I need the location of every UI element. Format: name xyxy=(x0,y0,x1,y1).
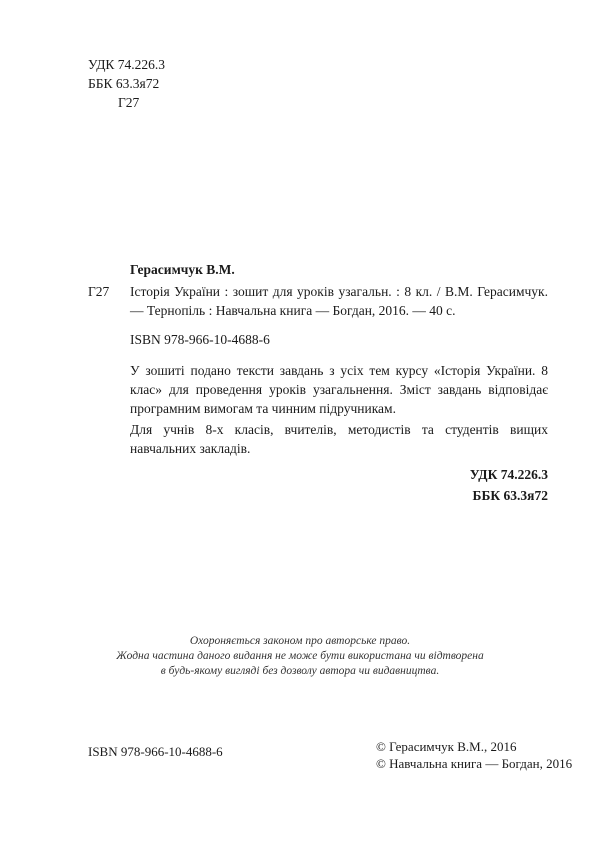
notice-line-2: Жодна частина даного видання не може бути використана чи відтворена xyxy=(116,650,484,662)
entry-author-mark: Г27 xyxy=(88,284,110,299)
description-text: Історія України : зошит для уроків узагальн. : 8 кл. / В.М. Герасимчук. — Тернопіль : Навчальна книга — Богдан, 2016. — 40 с. xyxy=(130,284,548,318)
classification-codes-top xyxy=(88,55,165,112)
catalog-entry xyxy=(88,260,548,506)
bbk-code: ББК 63.3я72 xyxy=(88,76,160,91)
copyright-block xyxy=(376,738,572,772)
annotation-paragraph-1: У зошиті подано тексти завдань з усіх тем курсу «Історія України. 8 клас» для проведення уроків узагальнення. Зміст завдань відповідає програмним вимогам та чинним підручникам. xyxy=(130,363,548,416)
udk-code: УДК 74.226.3 xyxy=(88,57,166,72)
notice-line-3: в будь-якому вигляді без дозволу автора чи видавництва. xyxy=(160,665,440,677)
footer-isbn: ISBN 978-966-10-4688-6 xyxy=(88,744,223,759)
bibliographic-description xyxy=(88,282,548,320)
author-mark: Г27 xyxy=(118,95,140,110)
catalog-isbn: ISBN 978-966-10-4688-6 xyxy=(130,332,270,347)
annotation-paragraph-2: Для учнів 8-х класів, вчителів, методистів та студентів вищих навчальних закладів. xyxy=(130,422,548,456)
annotation xyxy=(88,361,548,506)
copyright-publisher: © Навчальна книга — Богдан, 2016 xyxy=(376,756,573,771)
author-name: Герасимчук В.М. xyxy=(130,262,235,277)
notice-line-1: Охороняється законом про авторське право. xyxy=(189,635,411,647)
udk-code-bottom: УДК 74.226.3 xyxy=(469,467,548,482)
copyright-author: © Герасимчук В.М., 2016 xyxy=(376,739,517,754)
bbk-code-bottom: ББК 63.3я72 xyxy=(472,488,548,503)
copyright-notice xyxy=(0,634,600,679)
classification-codes-bottom xyxy=(130,464,548,506)
